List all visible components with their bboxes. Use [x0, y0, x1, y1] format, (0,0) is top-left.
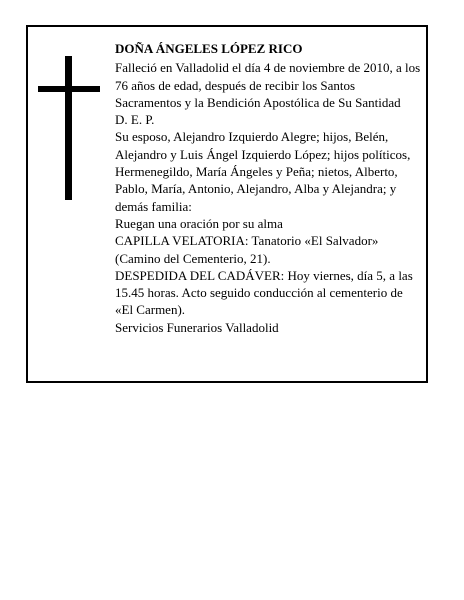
cross-vertical-bar: [65, 56, 72, 200]
latin-cross-icon: [38, 56, 100, 200]
wake-location: CAPILLA VELATORIA: Tanatorio «El Salvador» (Camino del Cementerio, 21).: [115, 233, 379, 266]
funeral-service-provider: Servicios Funerarios Valladolid: [115, 319, 279, 335]
death-announcement: Falleció en Valladolid el día 4 de noviembre de 2010, a los 76 años de edad, después de recibir los Santos Sacramentos y la Bendición Apostólica de Su Santidad: [115, 60, 421, 110]
family-list: Su esposo, Alejandro Izquierdo Alegre; hijos, Belén, Alejandro y Luis Ángel Izquierdo López; hijos políticos, Hermenegildo, María Ángeles y Peña; nietos, Alberto, Pablo, María, Antonio, Alejandro, Alba y Alejandra; y demás familia:: [115, 129, 411, 214]
cross-horizontal-bar: [38, 86, 100, 92]
deceased-name: DOÑA ÁNGELES LÓPEZ RICO: [115, 41, 303, 56]
obituary-notice: [26, 25, 428, 383]
rip-abbreviation: D. E. P.: [115, 112, 155, 128]
obituary-text: [115, 40, 423, 336]
prayer-request: Ruegan una oración por su alma: [115, 215, 283, 231]
funeral-details: DESPEDIDA DEL CADÁVER: Hoy viernes, día 5, a las 15.45 horas. Acto seguido conducción al cementerio de «El Carmen).: [115, 267, 413, 318]
